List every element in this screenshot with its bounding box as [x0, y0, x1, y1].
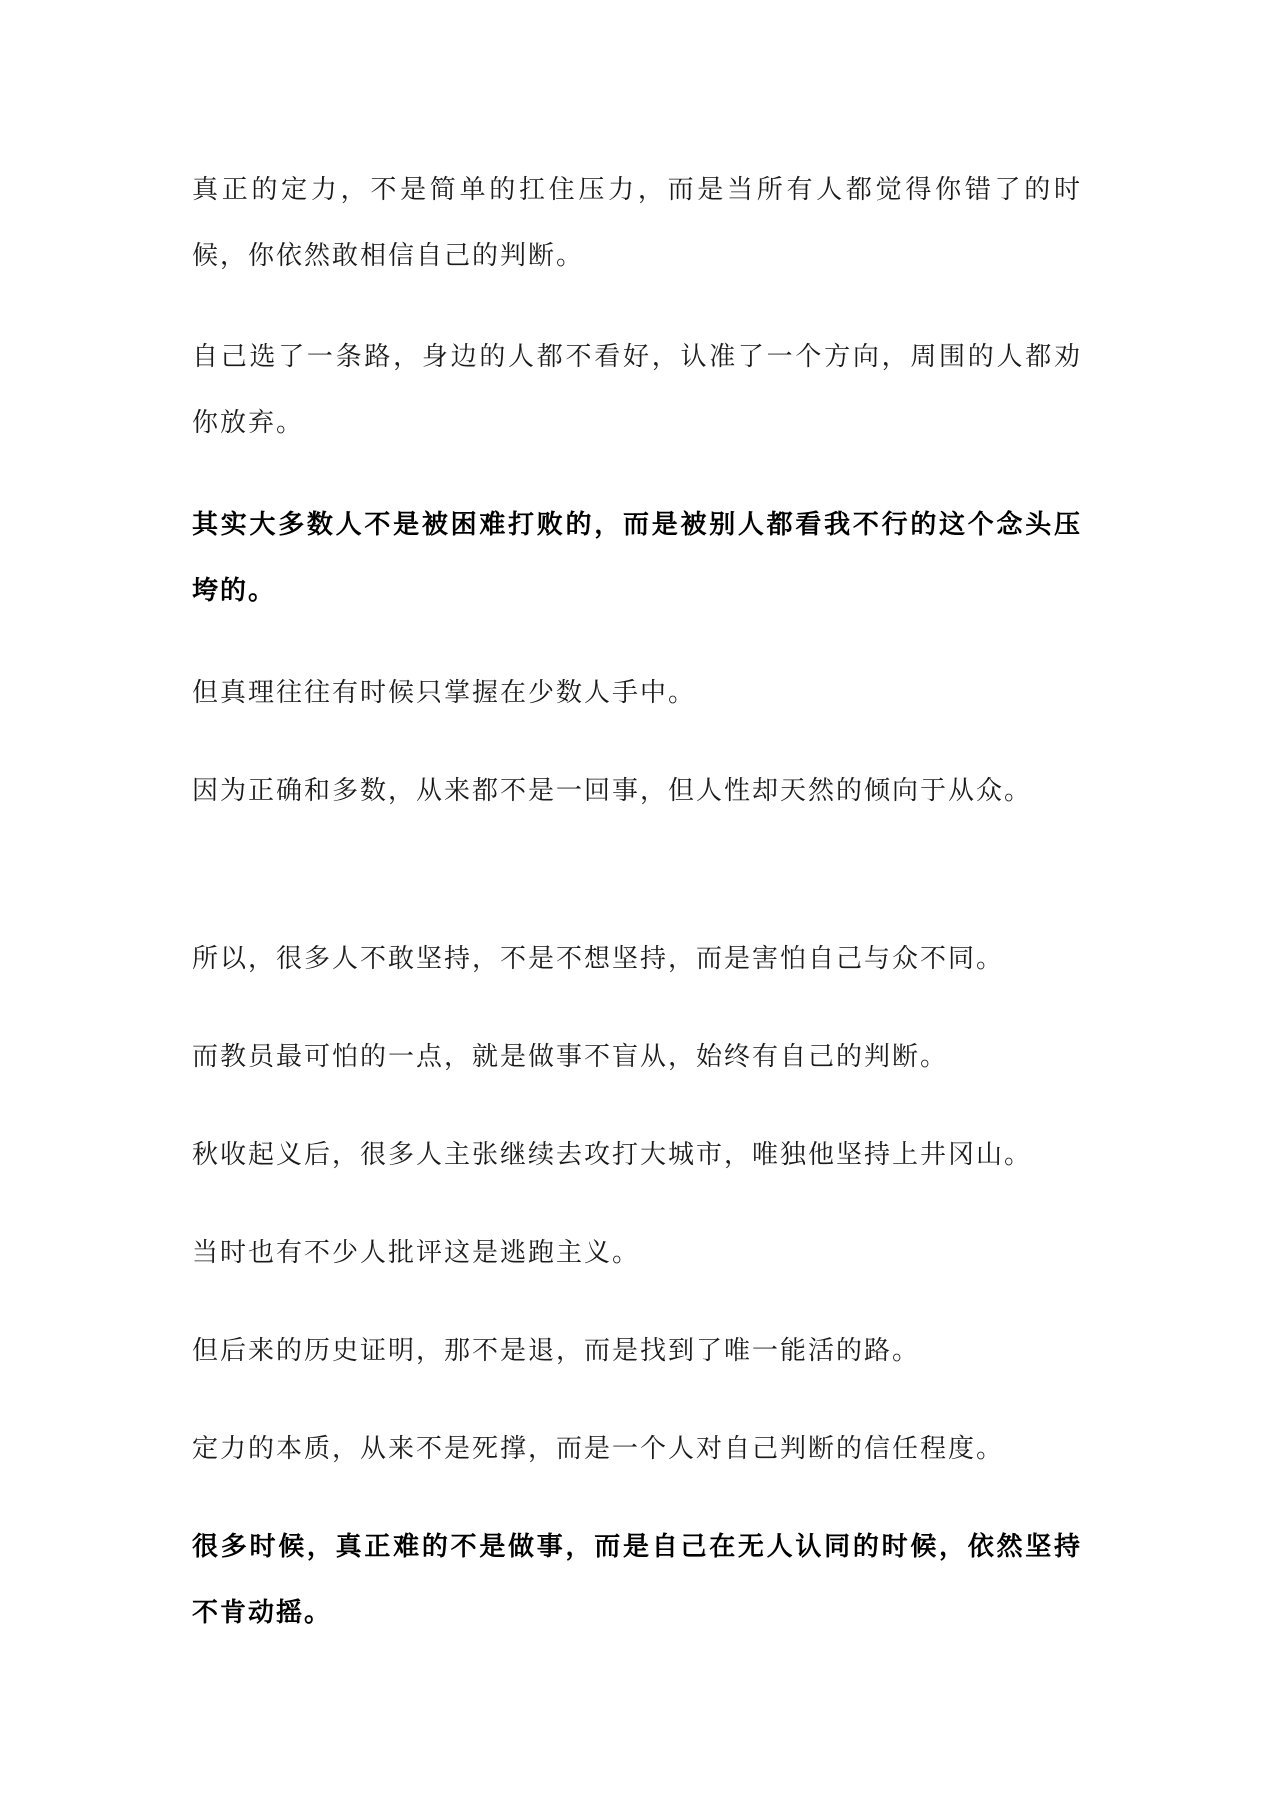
paragraph-8: 秋收起义后，很多人主张继续去攻打大城市，唯独他坚持上井冈山。	[192, 1140, 1033, 1170]
paragraph-9: 当时也有不少人批评这是逃跑主义。	[192, 1238, 641, 1268]
paragraph-10: 但后来的历史证明，那不是退，而是找到了唯一能活的路。	[192, 1336, 921, 1366]
paragraph-11: 定力的本质，从来不是死撑，而是一个人对自己判断的信任程度。	[192, 1434, 1005, 1464]
paragraph-6: 所以，很多人不敢坚持，不是不想坚持，而是害怕自己与众不同。	[192, 944, 1005, 974]
paragraph-12-bold: 很多时候，真正难的不是做事，而是自己在无人认同的时候，依然坚持不肯动摇。	[192, 1532, 1082, 1628]
paragraph-5: 因为正确和多数，从来都不是一回事，但人性却天然的倾向于从众。	[192, 776, 1033, 806]
paragraph-2: 自己选了一条路，身边的人都不看好，认准了一个方向，周围的人都劝你放弃。	[192, 342, 1082, 438]
paragraph-4: 但真理往往有时候只掌握在少数人手中。	[192, 678, 697, 708]
paragraph-3-bold: 其实大多数人不是被困难打败的，而是被别人都看我不行的这个念头压垮的。	[192, 510, 1082, 606]
paragraph-7: 而教员最可怕的一点，就是做事不盲从，始终有自己的判断。	[192, 1042, 949, 1072]
paragraph-1: 真正的定力，不是简单的扛住压力，而是当所有人都觉得你错了的时候，你依然敢相信自己的判断。	[192, 175, 1082, 271]
